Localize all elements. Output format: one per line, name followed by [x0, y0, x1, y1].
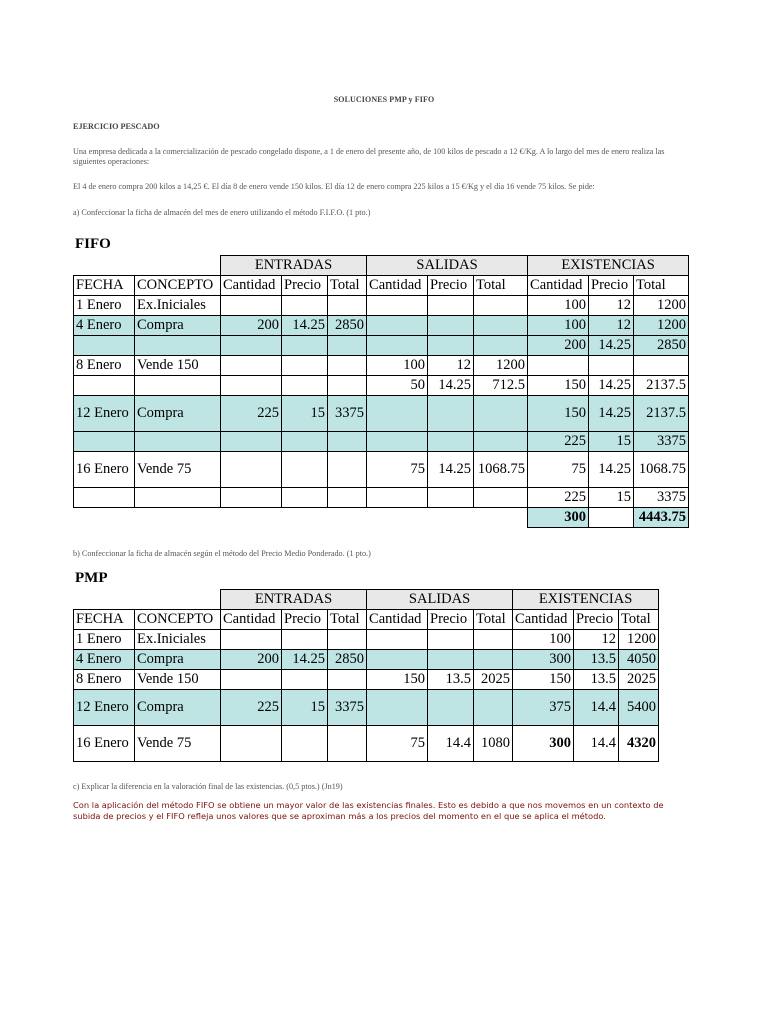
existencias-header: EXISTENCIAS	[528, 256, 689, 276]
cell: 12	[428, 356, 474, 376]
cell	[328, 726, 367, 762]
fecha-cell	[74, 376, 135, 396]
cell	[474, 630, 513, 650]
concepto-header: CONCEPTO	[135, 610, 221, 630]
fecha-cell: 4 Enero	[74, 316, 135, 336]
cell: 75	[528, 452, 589, 488]
fecha-cell: 16 Enero	[74, 726, 135, 762]
cell	[474, 296, 528, 316]
concepto-cell: Vende 75	[135, 726, 221, 762]
total-header: Total	[474, 610, 513, 630]
concepto-cell: Vende 150	[135, 670, 221, 690]
cell	[428, 396, 474, 432]
cell: 14.25	[428, 452, 474, 488]
cell	[221, 488, 282, 508]
cell	[474, 650, 513, 670]
cell	[367, 336, 428, 356]
cell: 1068.75	[634, 452, 689, 488]
cell	[282, 670, 328, 690]
cell	[328, 452, 367, 488]
cell	[367, 432, 428, 452]
concepto-cell: Compra	[135, 396, 221, 432]
cell	[328, 630, 367, 650]
table-row	[74, 452, 689, 488]
cell	[328, 376, 367, 396]
cell: 12	[589, 296, 634, 316]
cell: 14.25	[282, 650, 328, 670]
cell	[528, 356, 589, 376]
table-row	[74, 296, 689, 316]
cell: 14.4	[574, 690, 619, 726]
cell: 15	[589, 432, 634, 452]
question-c: c) Explicar la diferencia en la valoración final de las existencias. (0,5 ptos.) (Jn19)	[73, 782, 343, 791]
precio-header: Precio	[428, 276, 474, 296]
cell	[428, 690, 474, 726]
cell: 150	[367, 670, 428, 690]
concepto-cell	[135, 432, 221, 452]
cell: 1080	[474, 726, 513, 762]
concepto-cell	[135, 336, 221, 356]
table-row	[74, 432, 689, 452]
cell	[221, 670, 282, 690]
cell: 2850	[328, 650, 367, 670]
fecha-cell: 1 Enero	[74, 630, 135, 650]
cell: 200	[221, 316, 282, 336]
cell	[282, 630, 328, 650]
cell	[328, 296, 367, 316]
table-row	[74, 356, 689, 376]
cell: 14.25	[282, 316, 328, 336]
table-row	[74, 396, 689, 432]
cell: 13.5	[574, 650, 619, 670]
cell	[282, 336, 328, 356]
cell	[221, 356, 282, 376]
salidas-header: SALIDAS	[367, 256, 528, 276]
cell	[221, 452, 282, 488]
cantidad-header: Cantidad	[221, 610, 282, 630]
cell: 100	[513, 630, 574, 650]
fecha-cell: 16 Enero	[74, 452, 135, 488]
cell	[328, 336, 367, 356]
cell: 14.25	[589, 452, 634, 488]
cell: 14.4	[428, 726, 474, 762]
cell	[428, 296, 474, 316]
cell: 75	[367, 726, 428, 762]
pmp-heading: PMP	[75, 570, 108, 586]
cell: 4050	[619, 650, 659, 670]
table-row	[74, 726, 659, 762]
salidas-header: SALIDAS	[367, 590, 513, 610]
cell: 15	[589, 488, 634, 508]
fecha-cell: 1 Enero	[74, 296, 135, 316]
table-row	[74, 316, 689, 336]
cell	[328, 432, 367, 452]
fecha-cell: 8 Enero	[74, 356, 135, 376]
exercise-title: EJERCICIO PESCADO	[73, 122, 160, 131]
cell	[367, 690, 428, 726]
cell	[328, 356, 367, 376]
cell: 200	[221, 650, 282, 670]
concepto-cell: Ex.Iniciales	[135, 296, 221, 316]
concepto-cell: Vende 75	[135, 452, 221, 488]
cell	[589, 356, 634, 376]
cell	[367, 630, 428, 650]
cell: 2850	[634, 336, 689, 356]
cell: 3375	[328, 396, 367, 432]
cell	[474, 396, 528, 432]
cell	[221, 432, 282, 452]
cell: 1200	[634, 316, 689, 336]
cell: 3375	[634, 488, 689, 508]
cell: 2137.5	[634, 376, 689, 396]
cell: 200	[528, 336, 589, 356]
cell	[367, 396, 428, 432]
fecha-cell: 12 Enero	[74, 396, 135, 432]
pmp-table	[73, 589, 659, 762]
operations-paragraph: El 4 de enero compra 200 kilos a 14,25 €. El día 8 de enero vende 150 kilos. El día 12 de enero compra 225 kilos a 15 €/Kg y el día 16 vende 75 kilos. Se pide:	[73, 182, 595, 191]
question-a: a) Confeccionar la ficha de almacén del mes de enero utilizando el método F.I.F.O. (1 pto.)	[73, 208, 371, 217]
cell: 150	[528, 396, 589, 432]
cell: 100	[528, 316, 589, 336]
table-row	[74, 650, 659, 670]
question-b: b) Confeccionar la ficha de almacén según el método del Precio Medio Ponderado. (1 pto.)	[73, 549, 371, 558]
cell	[328, 488, 367, 508]
cell: 225	[528, 432, 589, 452]
total-header: Total	[474, 276, 528, 296]
cell	[474, 316, 528, 336]
cell: 14.25	[589, 376, 634, 396]
cell: 15	[282, 690, 328, 726]
cell: 14.25	[589, 396, 634, 432]
total-header: Total	[328, 610, 367, 630]
cell	[221, 630, 282, 650]
cell: 1068.75	[474, 452, 528, 488]
total-header: Total	[619, 610, 659, 630]
table-row	[74, 488, 689, 508]
cell	[221, 336, 282, 356]
fifo-table	[73, 255, 689, 528]
cell: 3375	[634, 432, 689, 452]
cell: 3375	[328, 690, 367, 726]
cell	[282, 376, 328, 396]
table-row	[74, 376, 689, 396]
concepto-header: CONCEPTO	[135, 276, 221, 296]
cell	[428, 432, 474, 452]
precio-header: Precio	[574, 610, 619, 630]
cell	[428, 630, 474, 650]
table-row	[74, 336, 689, 356]
cell	[367, 296, 428, 316]
fecha-cell	[74, 488, 135, 508]
fecha-cell	[74, 336, 135, 356]
total-header: Total	[634, 276, 689, 296]
cell	[328, 670, 367, 690]
entradas-header: ENTRADAS	[221, 590, 367, 610]
cell: 13.5	[428, 670, 474, 690]
cell	[282, 356, 328, 376]
cell	[367, 650, 428, 670]
cantidad-header: Cantidad	[221, 276, 282, 296]
cell	[282, 296, 328, 316]
cell: 12	[589, 316, 634, 336]
cell	[428, 316, 474, 336]
cell	[367, 316, 428, 336]
intro-paragraph: Una empresa dedicada a la comercialización de pescado congelado dispone, a 1 de enero del presente año, de 100 kilos de pescado a 12 €/Kg. A lo largo del mes de enero realiza las siguientes operaciones:	[73, 147, 665, 166]
cell: 14.25	[589, 336, 634, 356]
cell	[474, 336, 528, 356]
pmp-final-quantity: 300	[513, 726, 574, 762]
cell: 150	[513, 670, 574, 690]
cell	[474, 690, 513, 726]
fifo-heading: FIFO	[75, 236, 111, 252]
cell: 14.4	[574, 726, 619, 762]
cell	[428, 488, 474, 508]
fecha-cell: 12 Enero	[74, 690, 135, 726]
cell	[282, 452, 328, 488]
cell: 225	[221, 690, 282, 726]
cantidad-header: Cantidad	[528, 276, 589, 296]
fecha-cell: 4 Enero	[74, 650, 135, 670]
fecha-header: FECHA	[74, 276, 135, 296]
cell	[428, 336, 474, 356]
cell: 1200	[619, 630, 659, 650]
fecha-cell: 8 Enero	[74, 670, 135, 690]
cell: 50	[367, 376, 428, 396]
cell: 2025	[619, 670, 659, 690]
cell: 2137.5	[634, 396, 689, 432]
cell	[367, 488, 428, 508]
cantidad-header: Cantidad	[367, 276, 428, 296]
answer-c: Con la aplicación del método FIFO se obtiene un mayor valor de las existencias finales. Esto es debido a que nos movemos en un contexto de subida de precios y el FIFO refleja unos valores que se aproximan más a los precios del momento en el que se aplica el método.	[73, 800, 664, 821]
totals-row	[74, 508, 689, 528]
concepto-cell: Compra	[135, 650, 221, 670]
cell	[282, 488, 328, 508]
concepto-cell	[135, 376, 221, 396]
cantidad-header: Cantidad	[367, 610, 428, 630]
precio-header: Precio	[282, 610, 328, 630]
pmp-final-value: 4320	[619, 726, 659, 762]
total-header: Total	[328, 276, 367, 296]
concepto-cell: Vende 150	[135, 356, 221, 376]
cell: 2850	[328, 316, 367, 336]
cell: 712.5	[474, 376, 528, 396]
fecha-cell	[74, 432, 135, 452]
cell: 75	[367, 452, 428, 488]
cell: 1200	[634, 296, 689, 316]
cell: 15	[282, 396, 328, 432]
cell: 100	[367, 356, 428, 376]
cell: 13.5	[574, 670, 619, 690]
entradas-header: ENTRADAS	[221, 256, 367, 276]
cell: 12	[574, 630, 619, 650]
cantidad-header: Cantidad	[513, 610, 574, 630]
cell: 14.25	[428, 376, 474, 396]
concepto-cell: Compra	[135, 316, 221, 336]
cell: 2025	[474, 670, 513, 690]
cell	[221, 726, 282, 762]
cell: 5400	[619, 690, 659, 726]
concepto-cell	[135, 488, 221, 508]
cell	[221, 376, 282, 396]
cell	[474, 432, 528, 452]
cell: 225	[528, 488, 589, 508]
cell	[428, 650, 474, 670]
table-row	[74, 690, 659, 726]
cell	[221, 296, 282, 316]
cell	[474, 488, 528, 508]
document-title: SOLUCIONES PMP y FIFO	[333, 95, 435, 104]
cell: 375	[513, 690, 574, 726]
cell: 100	[528, 296, 589, 316]
cell: 300	[513, 650, 574, 670]
cell: 1200	[474, 356, 528, 376]
fifo-total-value: 4443.75	[634, 508, 689, 528]
precio-header: Precio	[589, 276, 634, 296]
concepto-cell: Compra	[135, 690, 221, 726]
cell: 150	[528, 376, 589, 396]
precio-header: Precio	[428, 610, 474, 630]
fifo-total-quantity: 300	[528, 508, 589, 528]
table-row	[74, 630, 659, 650]
cell: 225	[221, 396, 282, 432]
fecha-header: FECHA	[74, 610, 135, 630]
table-row	[74, 670, 659, 690]
precio-header: Precio	[282, 276, 328, 296]
existencias-header: EXISTENCIAS	[513, 590, 659, 610]
cell	[634, 356, 689, 376]
cell	[282, 432, 328, 452]
concepto-cell: Ex.Iniciales	[135, 630, 221, 650]
cell	[282, 726, 328, 762]
